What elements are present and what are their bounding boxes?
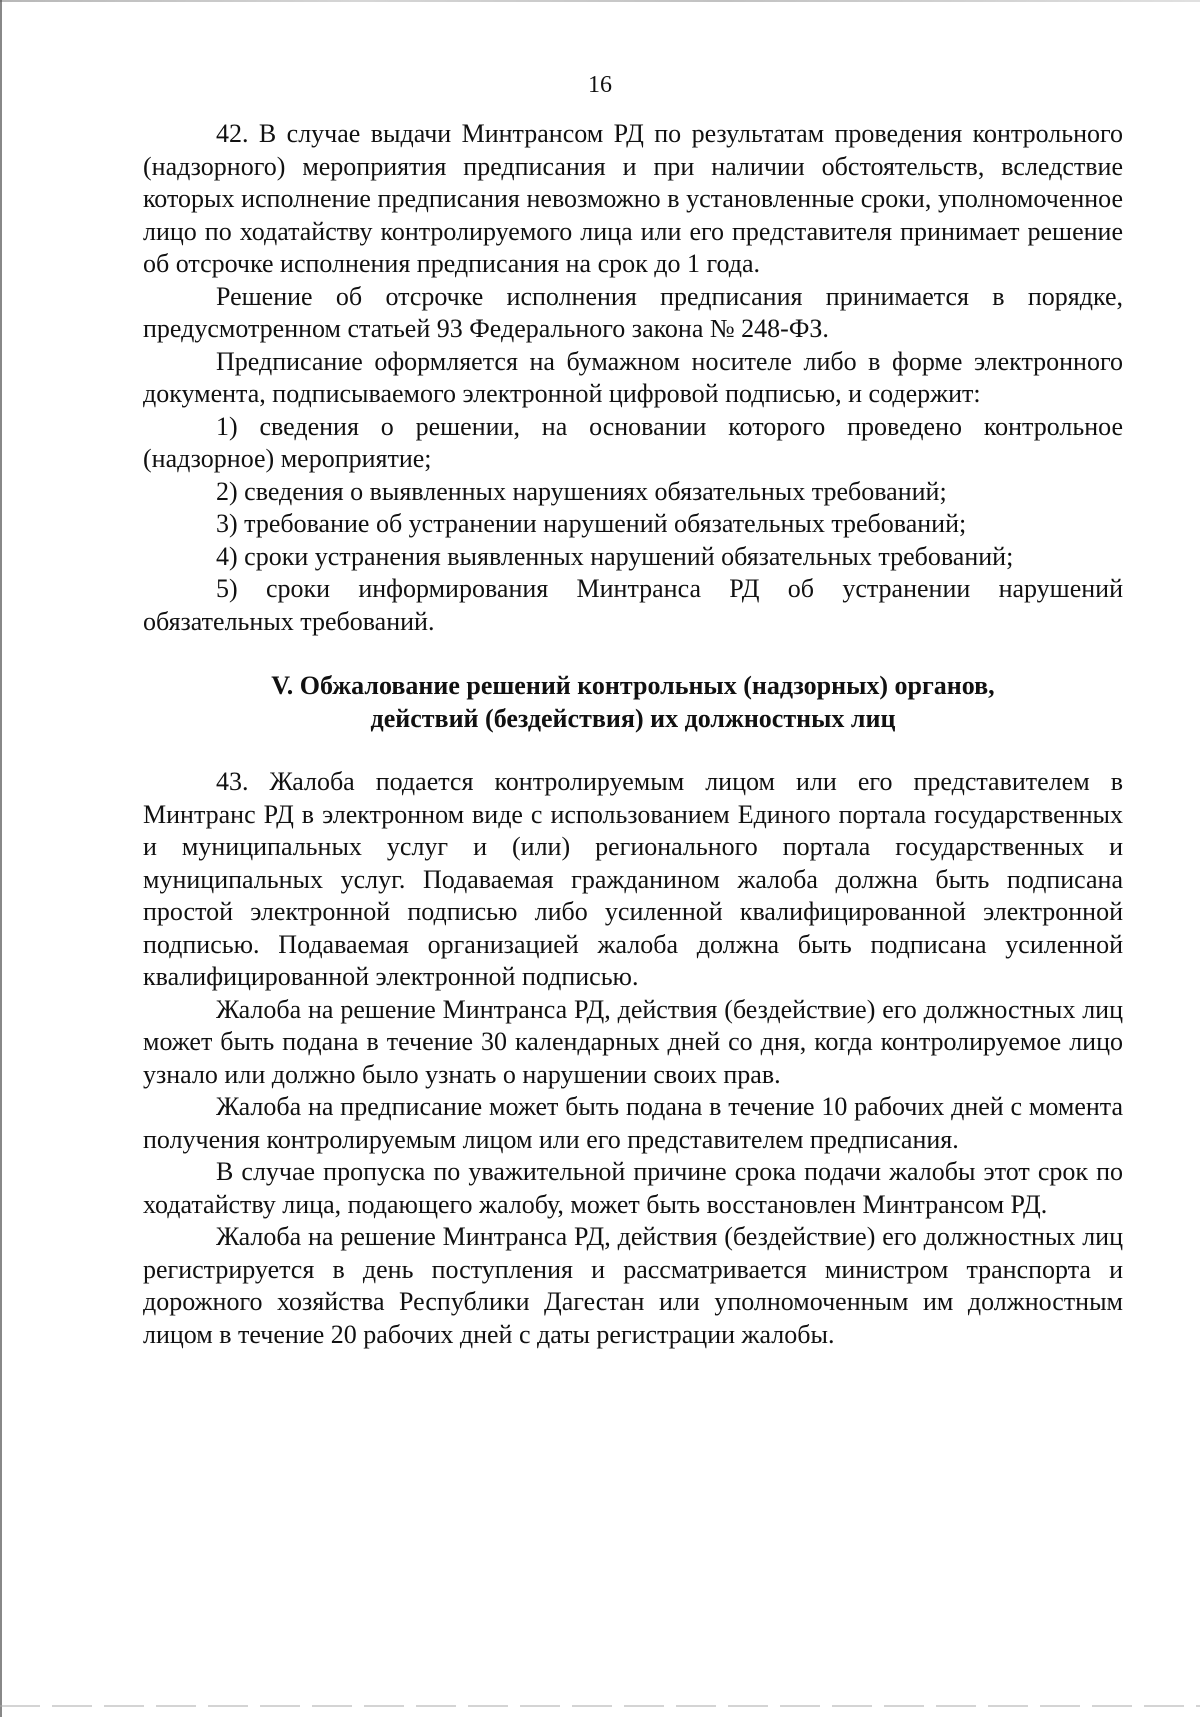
section-heading-line-2: действий (бездействия) их должностных лиц: [370, 703, 896, 733]
list-item-1: 1) сведения о решении, на основании которого проведено контрольное (надзорное) мероприятие;: [143, 411, 1123, 473]
paragraph-42: 42. В случае выдачи Минтрансом РД по результатам проведения контрольного (надзорного) мероприятия предписания и при наличии обстоятельств, вследствие которых исполнение предписания невозможно в установленные сроки, уполномоченное лицо по ходатайству контролируемого лица или его представителя принимает решение об отсрочке исполнения предписания на срок до 1 года.: [143, 119, 1123, 278]
page-number: 16: [588, 72, 612, 98]
paragraph-complaint-registration: Жалоба на решение Минтранса РД, действия (бездействие) его должностных лиц регистрируется в день поступления и рассматривается министром транспорта и дорожного хозяйства Республики Дагестан или уполномоченным им должностным лицом в течение 20 рабочих дней с даты регистрации жалобы.: [143, 1222, 1123, 1349]
paragraph-complaint-prescription: Жалоба на предписание может быть подана в течение 10 рабочих дней с момента получения контролируемым лицом или его представителем предписания.: [143, 1092, 1123, 1154]
scan-edge-top: [0, 0, 1200, 2]
section-heading: [143, 670, 1123, 735]
list-item-4: 4) сроки устранения выявленных нарушений обязательных требований;: [216, 541, 1014, 571]
list-item-5: 5) сроки информирования Минтранса РД об устранении нарушений обязательных требований.: [143, 574, 1123, 636]
list-item-2: 2) сведения о выявленных нарушениях обязательных требований;: [216, 476, 947, 506]
paragraph-deferral-order: Решение об отсрочке исполнения предписания принимается в порядке, предусмотренном статьей 93 Федерального закона № 248-ФЗ.: [143, 281, 1123, 343]
paragraph-43: 43. Жалоба подается контролируемым лицом или его представителем в Минтранс РД в электронном виде с использованием Единого портала государственных и муниципальных услуг и (или) регионального портала государственных и муниципальных услуг. Подаваемая гражданином жалоба должна быть подписана простой электронной подписью либо усиленной квалифицированной электронной подписью. Подаваемая организацией жалоба должна быть подписана усиленной квалифицированной электронной подписью.: [143, 767, 1123, 991]
scan-edge-left: [0, 0, 2, 1717]
paragraph-prescription-form: Предписание оформляется на бумажном носителе либо в форме электронного документа, подписываемого электронной цифровой подписью, и содержит:: [143, 346, 1123, 408]
paragraph-complaint-30-days: Жалоба на решение Минтранса РД, действия (бездействие) его должностных лиц может быть подана в течение 30 календарных дней со дня, когда контролируемое лицо узнало или должно было узнать о нарушении своих прав.: [143, 994, 1123, 1089]
section-heading-line-1: V. Обжалование решений контрольных (надзорных) органов,: [271, 671, 995, 700]
document-body: [143, 118, 1123, 1351]
list-item-3: 3) требование об устранении нарушений обязательных требований;: [216, 509, 967, 538]
scan-edge-bottom: [0, 1705, 1200, 1707]
paragraph-deadline-restore: В случае пропуска по уважительной причине срока подачи жалобы этот срок по ходатайству лица, подающего жалобу, может быть восстановлен Минтрансом РД.: [143, 1157, 1123, 1219]
